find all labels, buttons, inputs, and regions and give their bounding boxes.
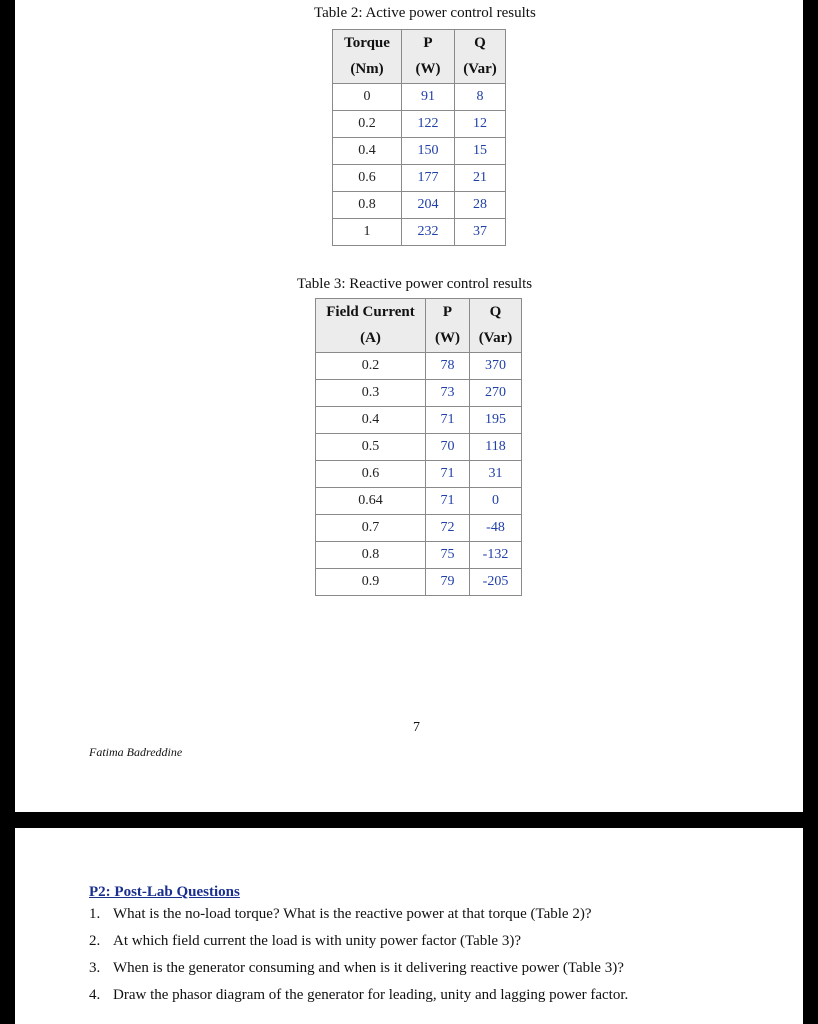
table-cell: -205	[470, 569, 522, 596]
header-unit-cell: (Var)	[455, 57, 506, 84]
table-cell: 71	[426, 488, 470, 515]
table-cell: 0.6	[316, 461, 426, 488]
table-cell: 0.8	[333, 192, 402, 219]
table-cell: 73	[426, 380, 470, 407]
table3-caption: Table 3: Reactive power control results	[297, 276, 533, 292]
table-cell: 72	[426, 515, 470, 542]
table-cell: 195	[470, 407, 522, 434]
table-row	[316, 542, 522, 569]
table-cell: 0.7	[316, 515, 426, 542]
table-row	[316, 461, 522, 488]
table-cell: 0.64	[316, 488, 426, 515]
table-cell: 1	[333, 219, 402, 246]
table-cell: 78	[426, 353, 470, 380]
table-cell: 91	[402, 84, 455, 111]
header-cell: Q	[470, 299, 522, 326]
table-cell: 15	[455, 138, 506, 165]
list-item	[89, 958, 628, 985]
question-number: 3.	[89, 960, 101, 976]
table-cell: 0	[470, 488, 522, 515]
header-unit-cell: (A)	[316, 326, 426, 353]
question-text: When is the generator consuming and when is it delivering reactive power (Table 3)?	[113, 960, 624, 976]
table-row	[316, 353, 522, 380]
table-cell: 0	[333, 84, 402, 111]
question-text: At which field current the load is with unity power factor (Table 3)?	[113, 933, 521, 949]
question-number: 4.	[89, 987, 101, 1003]
table-row	[316, 434, 522, 461]
question-number: 1.	[89, 906, 101, 922]
table-row	[316, 407, 522, 434]
table-cell: 8	[455, 84, 506, 111]
question-number: 2.	[89, 933, 101, 949]
table-row	[333, 165, 506, 192]
table-cell: -48	[470, 515, 522, 542]
table-cell: 122	[402, 111, 455, 138]
question-text: What is the no-load torque? What is the reactive power at that torque (Table 2)?	[113, 906, 592, 922]
table-cell: 37	[455, 219, 506, 246]
table-cell: 75	[426, 542, 470, 569]
table-row	[333, 192, 506, 219]
header-cell: P	[426, 299, 470, 326]
document-page-2	[15, 828, 803, 1024]
table-cell: 0.9	[316, 569, 426, 596]
header-cell: Torque	[333, 30, 402, 57]
table-cell: 177	[402, 165, 455, 192]
table-row	[316, 569, 522, 596]
table-cell: 21	[455, 165, 506, 192]
table-cell: -132	[470, 542, 522, 569]
table2-caption: Table 2: Active power control results	[314, 5, 536, 21]
table-cell: 0.3	[316, 380, 426, 407]
header-unit-cell: (W)	[426, 326, 470, 353]
table-cell: 28	[455, 192, 506, 219]
section-title: P2: Post-Lab Questions	[89, 884, 240, 900]
table-cell: 232	[402, 219, 455, 246]
table-cell: 270	[470, 380, 522, 407]
table-row	[333, 219, 506, 246]
table-cell: 31	[470, 461, 522, 488]
list-item	[89, 931, 628, 958]
page-number: 7	[413, 720, 420, 735]
table-cell: 71	[426, 461, 470, 488]
table-cell: 118	[470, 434, 522, 461]
table-cell: 0.4	[333, 138, 402, 165]
table-cell: 79	[426, 569, 470, 596]
table-row	[333, 138, 506, 165]
table-cell: 70	[426, 434, 470, 461]
table-row	[333, 84, 506, 111]
table-cell: 0.4	[316, 407, 426, 434]
question-text: Draw the phasor diagram of the generator for leading, unity and lagging power factor.	[113, 987, 629, 1003]
table-row	[316, 515, 522, 542]
table-cell: 0.8	[316, 542, 426, 569]
header-unit-cell: (W)	[402, 57, 455, 84]
table-row	[333, 111, 506, 138]
table-row	[316, 488, 522, 515]
table-cell: 0.5	[316, 434, 426, 461]
list-item	[89, 985, 628, 1012]
table-cell: 0.6	[333, 165, 402, 192]
list-item	[89, 904, 628, 931]
table-cell: 0.2	[316, 353, 426, 380]
table-cell: 150	[402, 138, 455, 165]
table-cell: 71	[426, 407, 470, 434]
document-page-1	[15, 0, 803, 812]
author-footer: Fatima Badreddine	[89, 745, 183, 759]
header-cell: Field Current	[316, 299, 426, 326]
active-power-table	[332, 29, 506, 246]
header-cell: P	[402, 30, 455, 57]
header-unit-cell: (Nm)	[333, 57, 402, 84]
question-list	[89, 904, 628, 1012]
table-cell: 370	[470, 353, 522, 380]
reactive-power-table	[315, 298, 522, 596]
table-cell: 204	[402, 192, 455, 219]
table-cell: 12	[455, 111, 506, 138]
header-unit-cell: (Var)	[470, 326, 522, 353]
table-cell: 0.2	[333, 111, 402, 138]
table-row	[316, 380, 522, 407]
header-cell: Q	[455, 30, 506, 57]
